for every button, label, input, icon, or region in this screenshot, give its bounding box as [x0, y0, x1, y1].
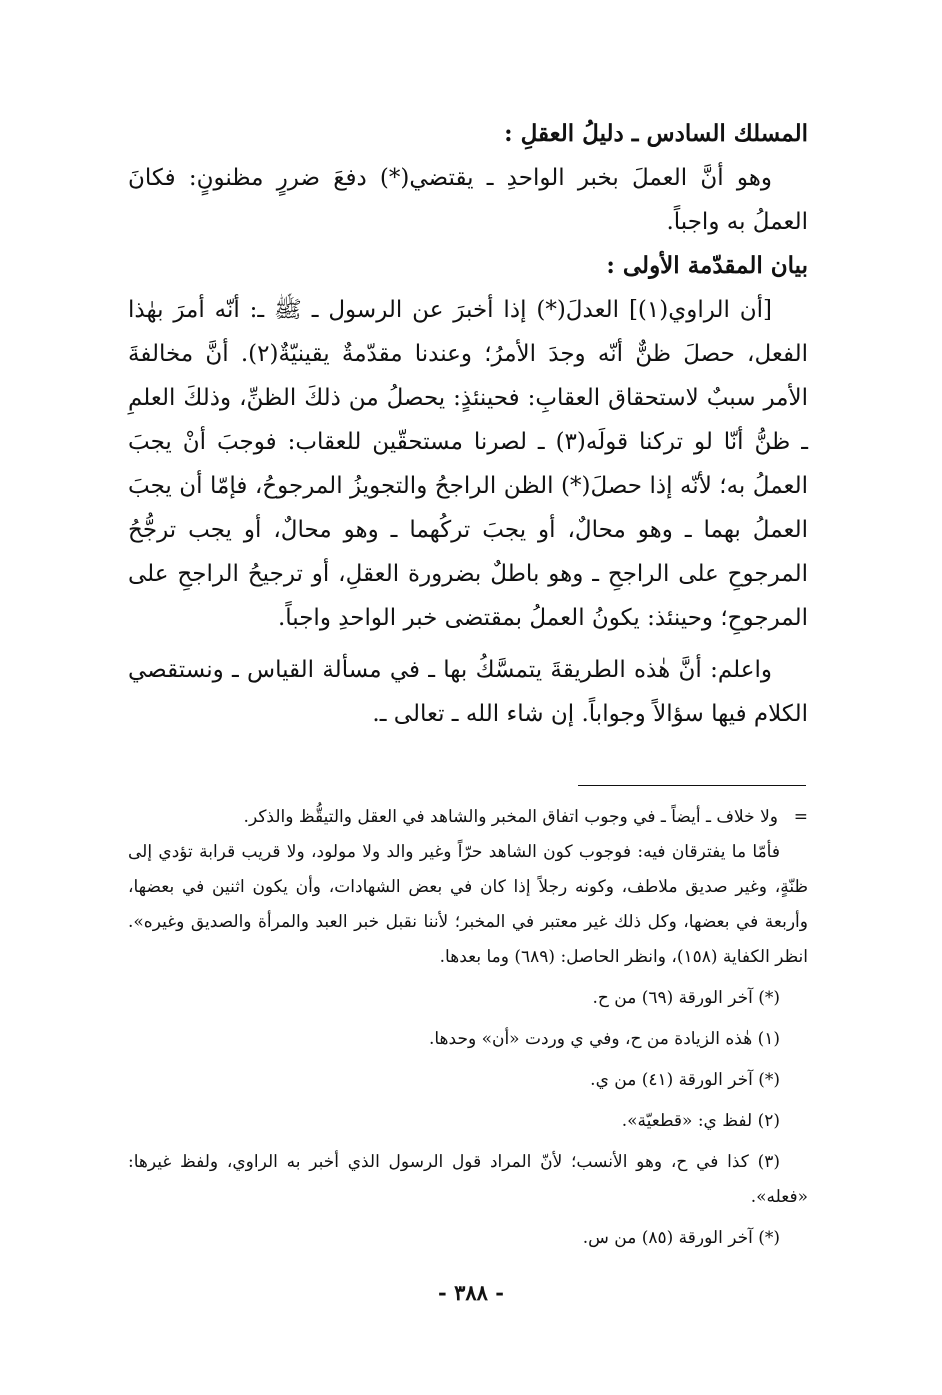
main-text — [128, 112, 808, 736]
footnote-separator — [578, 785, 806, 786]
paragraph-note: واعلم: أنَّ هٰذه الطريقةَ يتمسَّكُ بها ـ في مسألة القياس ـ ونستقصي الكلام فيها سؤالاً وجواباً. إن شاء الله ـ تعالى ـ. — [128, 657, 808, 727]
page-number: - ٣٨٨ - — [438, 1280, 504, 1305]
footnote-item: (*) آخر الورقة (٦٩) من ح. — [592, 988, 780, 1008]
section-heading-first-premise: بيان المقدّمة الأولى : — [606, 252, 808, 279]
paragraph-sixth-path: وهو أنَّ العملَ بخبر الواحدِ ـ يقتضي(*) دفعَ ضررٍ مظنونٍ: فكانَ العملُ به واجباً. — [128, 165, 808, 235]
footnote-item: (٢) لفظ ي: «قطعيّة». — [621, 1111, 780, 1131]
section-heading-sixth: المسلك السادس ـ دليلُ العقلِ : — [504, 120, 808, 147]
footnote-item: (*) آخر الورقة (٤١) من ي. — [590, 1070, 780, 1090]
footnote-item: (*) آخر الورقة (٨٥) من س. — [582, 1228, 780, 1248]
footnote-item: (١) هٰذه الزيادة من ح، وفي ي وردت «أن» وحدها. — [428, 1029, 780, 1049]
footnote-continuation-first — [128, 800, 808, 835]
footnote-continuation-text: ولا خلاف ـ أيضاً ـ في وجوب اتفاق المخبر والشاهد في العقل والتيقُّظ والذكر. — [243, 807, 778, 827]
footnotes — [128, 800, 808, 1256]
footnote-item: (٣) كذا في ح، وهو الأنسب؛ لأنّ المراد قول الرسول الذي أخبر به الراوي، ولفظ غيرها: «فعله». — [128, 1152, 808, 1207]
paragraph-proof: [أن الراوي(١)] العدلَ(*) إذا أخبرَ عن الرسول ـ ﷺ ـ: أنّه أمرَ بهٰذا الفعل، حصلَ ظنٌّ أنّه وجدَ الأمرُ؛ وعندنا مقدّمةٌ يقينيّةٌ(٢). أنَّ مخالفةَ الأمر سببٌ لاستحقاق العقابِ: فحينئذٍ: يحصلُ من ذلكَ الظنِّ، وذلكَ العلمِ ـ ظنُّ أنّا لو تركنا قولَه(٣) ـ لصرنا مستحقّين للعقاب: فوجبَ أنْ يجبَ العملُ به؛ لأنّه إذا حصلَ(*) الظن الراجحُ والتجويزُ المرجوحُ، فإمّا أن يجبَ العملُ بهما ـ وهو محالٌ، أو يجبَ تركُهما ـ وهو محالٌ، أو يجب ترجُّحُ المرجوحِ على الراجحِ ـ وهو باطلٌ بضرورة العقلِ، أو ترجيحُ الراجحِ على المرجوحِ؛ وحينئذ: يكونُ العملُ بمقتضى خبر الواحدِ واجباً. — [128, 297, 808, 631]
footnote-continuation-second: فأمّا ما يفترقان فيه: فوجوب كون الشاهد حرّاً وغير والد ولا مولود، ولا قريب قرابة تؤدي إلى ظنّةٍ، وغير صديق ملاطف، وكونه رجلاً إذا كان في بعض الشهادات، وأن يكون اثنين في بعضها، وأربعة في بعضها، وكل ذلك غير معتبر في المخبر؛ لأننا نقبل خبر العبد والمرأة والصديق وغيره». انظر الكفاية (١٥٨)، وانظر الحاصل: (٦٨٩) وما بعدها. — [128, 842, 808, 967]
continuation-mark: = — [793, 807, 808, 827]
